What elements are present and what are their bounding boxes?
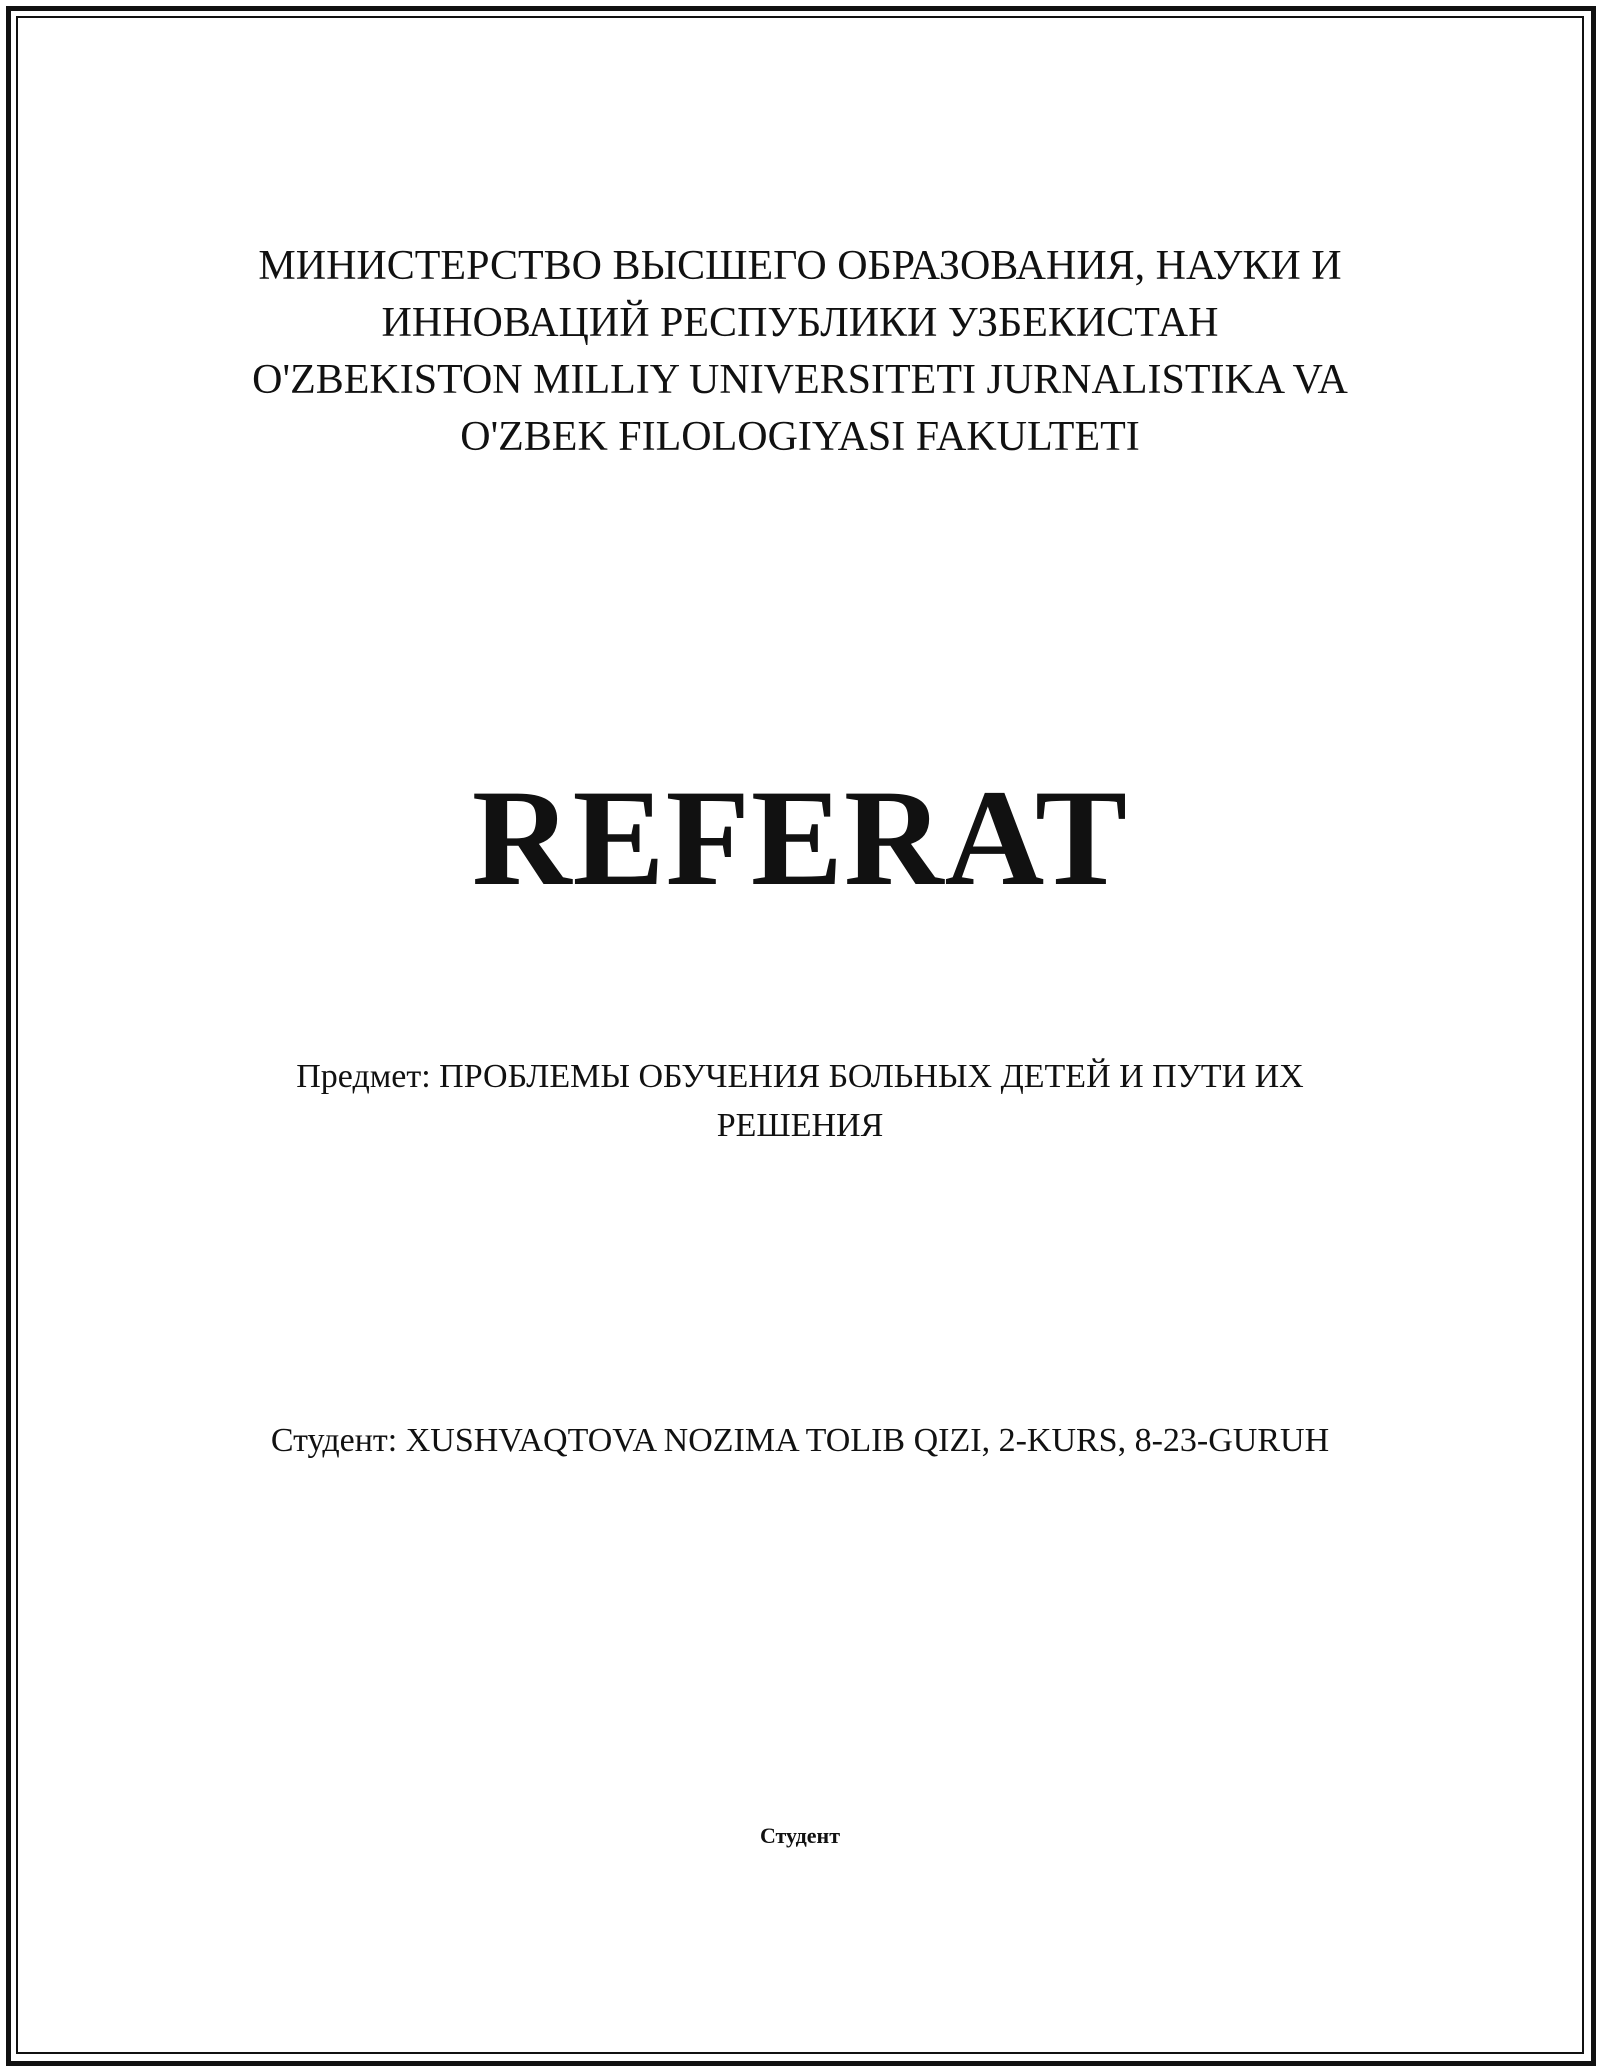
student-value: XUSHVAQTOVA NOZIMA TOLIB QIZI, 2-KURS, 8-23-GURUH (405, 1422, 1330, 1459)
institution-header (0, 238, 1600, 466)
signature-label: Студент (759, 1823, 841, 1848)
student-section (0, 1416, 1600, 1465)
document-title: REFERAT (471, 761, 1129, 914)
header-line-4: O'ZBEK FILOLOGIYASI FAKULTETI (460, 414, 1140, 460)
header-line-2: ИННОВАЦИЙ РЕСПУБЛИКИ УЗБЕКИСТАН (381, 300, 1219, 346)
subject-section (0, 1052, 1600, 1150)
header-line-3: O'ZBEKISTON MILLIY UNIVERSITETI JURNALISTIKA VA (252, 357, 1348, 403)
header-line-1: МИНИСТЕРСТВО ВЫСШЕГО ОБРАЗОВАНИЯ, НАУКИ И (258, 243, 1342, 289)
subject-label: Предмет: (296, 1058, 431, 1095)
subject-value: ПРОБЛЕМЫ ОБУЧЕНИЯ БОЛЬНЫХ ДЕТЕЙ И ПУТИ ИХ РЕШЕНИЯ (439, 1058, 1304, 1144)
student-label: Студент: (270, 1422, 398, 1459)
